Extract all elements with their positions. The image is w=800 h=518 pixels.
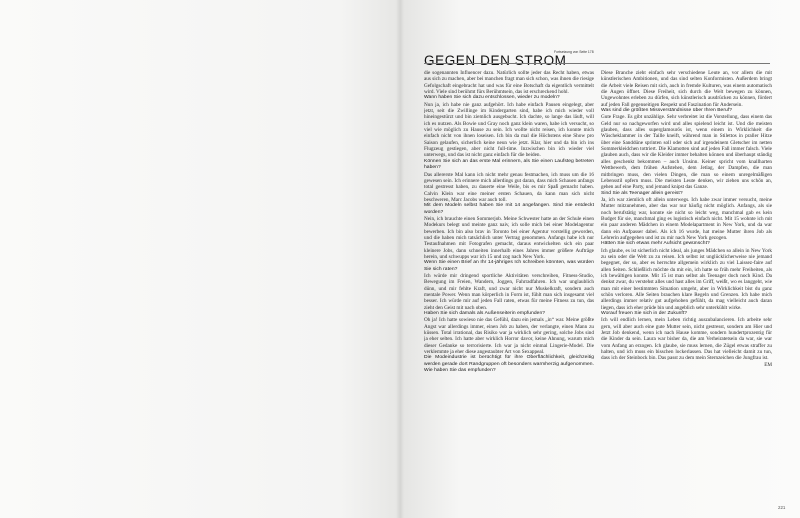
interview-answer: Nun ja, ich habe nie ganz aufgehört. Ich habe einfach Pausen eingelegt, aber jetzt, seit die Zwillinge im Kindergarten sind, habe ich mich wieder voll hineingestürzt und bin ziemlich ausgebucht. Ich dachte, so lange das läuft, will ich es nutzen. Als Bowie und Gray noch ganz klein waren, habe ich versucht, so viel wie möglich zu Hause zu sein. Ich wollte nicht reisen, ich konnte mich einfach nicht von ihnen loseisen. Ich bin da mal die Höchstens eine Show pro Saison gelaufen, sicherlich keine neun wie jetzt. Klar, hier und da bin ich ins Flugzeug gestiegen, aber nicht full-time. Inzwischen bin ich wieder viel unterwegs, und das ist nicht ganz einfach für die beiden. <box>424 101 594 159</box>
interview-question: Sind Sie als Teenager allein gereist? <box>601 190 683 196</box>
interview-question: Können Sie sich an das erste Mal erinnern, als Sie einen Laufsteg betreten haben? <box>424 158 594 171</box>
author-initials: EM <box>764 361 772 368</box>
continuation-note: Fortsetzung von Seite 178 <box>554 50 594 54</box>
interview-answer: Nein, ich brauchte einen Sommerjob. Meine Schwester hatte an der Schule einen Modekurs belegt und meinte ganz naiv, ich solle mich bei einer Modelagentur bewerben. Ich bin also brav in Toronto bei einer Agentur vorstellig geworden, und die haben mich tatsächlich unter Vertrag genommen. Anfangs habe ich nur Testaufnahmen mit Fotografen gemacht, daraus entwickelten sich ein paar kleinere Jobs, dann schneiten innerhalb eines Jahres immer größere Aufträge herein, und schwupps war ich 15 und zog nach New York. <box>424 215 594 260</box>
interview-answer: Gute Frage. Es gibt unzählige. Sehr verbreitet ist die Vorstellung, dass einem das Geld nur so nachgeworfen wird und alles spielend leicht ist. Und die meisten glauben, dass alles superglamourös ist, wenn einem in Wirklichkeit die Wäscheklammer in der Taille kneift, während man in Stilettos in praller Hitze über eine Sanddüne sprinten soll oder sich auf irgendeinem Gletscher im netten Sommerkleidchen tottriert. Die Klamotten sind auf jeden Fall immer falsch. Viele glauben auch, dass wir die Kleider immer behalten können und überhaupt ständig alles geschenkt bekommen – auch Unsinn. Keiner spricht vom knallharten Wettbewerb, dem frühen Aufstehen, dem Jetlag, der Dampfen, die man mitbringen muss, den vielen Dingen, die man so einem unregelmäßigen Lebensstil opfern muss. Die meisten Leute denken, wir ziehen uns schön an, gehen auf eine Party, und jemand knipst das Ganze. <box>601 114 772 191</box>
interview-answer: Ja, ich war ziemlich oft allein unterwegs. Ich habe zwar immer versucht, meine Mutter mitzunehmen, aber das war nur häufig nicht möglich. Anfangs, als sie noch berufstätig war, konnte sie nicht so leicht weg, manchmal gab es kein Budget für sie, manchmal ging es logistisch einfach nicht. Mit 15 wohnte ich mit ein paar anderen Mädchen in einem Modelapartment in New York, und da war dann ein Aufpasser dabei. Als ich 16 wurde, hat meine Mutter ihren Job als Lehrerin aufgegeben und ist zu mir nach New York gezogen. <box>601 196 772 241</box>
article-column-right <box>601 70 772 510</box>
article-title: GEGEN DEN STROM <box>424 53 567 69</box>
interview-question: Mit dem Modeln selbst haben Sie mit 14 angefangen. Sind Sie entdeckt worden? <box>424 203 594 215</box>
interview-question: Die Modeindustrie ist berüchtigt für ihre Oberflächlichkeit, gleichzeitig werden gerade dort Randgruppen oft besonders warmherzig aufgenommen. Wie haben Sie das empfunden? <box>424 355 594 374</box>
title-divider <box>424 63 770 64</box>
interview-answer: die sogenannten Influencer dazu. Natürlich sollte jeder das Recht haben, etwas aus sich zu machen, aber bei manchen fragt man sich schon, was ihnen die riesige Gefolgschaft eingebracht hat und was für eine Botschaft da eigentlich vermittelt wird. Viele sind berühmt fürs Berühmtsein, das ist erschreckend hohl. <box>424 70 594 96</box>
interview-answer: Ich will endlich lernen, mein Leben richtig auszubalancieren. Ich arbeite sehr gern, will aber auch eine gute Mutter sein, nicht gestresst, sondern am Hier und Jetzt Job denkend, wenn ich nach Hause komme, sondern hundertprozentig für die Kinder da sein. Laura war bisher da, die am Verheiratetsein da war, sie war vom Anfang an erzogen. Ich glaube, sie muss lernen, die Zügel etwas straffer zu halten, und ich muss ein bisschen lockerlassen. Das hat vielleicht damit zu tun, dass ich der Steinbock bin. Das passt zu dem mein Sternzeichen die Jungfrau ist. <box>601 317 772 362</box>
interview-answer: Das allererste Mal kann ich nicht mehr genau festmachen, ich muss um die 16 gewesen sein. Ich erinnere mich allerdings gut daran, dass mich Schauen anfangs total gestresst haben, zu dauerte eine Weile, bis es mir Spaß gemacht haben. Calvin Klein war eine meiner ersten Schauen, da kann man sich nicht beschweren, Marc Jacobs war auch toll. <box>424 171 594 203</box>
book-gutter-shadow <box>396 0 404 518</box>
interview-question: Wann haben Sie sich dazu entschlossen, wieder zu modeln? <box>424 95 560 101</box>
interview-question: Worauf freuen Sie sich in der Zukunft? <box>601 311 688 317</box>
interview-question: Hätten Sie sich etwas mehr Aufsicht gewünscht? <box>601 241 710 247</box>
interview-answer: Ich würde mir dringend sportliche Aktivitäten verschreiben, Fitness-Studio, Bewegung im Freien, Wandern, Joggen, Fahrradfahren. Ich war unglaublich dünn, und mir fehlte Kraft, und zwar nicht nur Muskelkraft, sondern auch mentale Power. Wenn man körperlich in Form ist, fühlt man sich insgesamt viel besser. Ich würde mir auf jeden Fall raten, etwas für meine Fitness zu tun, das zieht den Geist mit nach oben. <box>424 273 594 311</box>
page-number: 221 <box>778 505 786 510</box>
article-column-left <box>424 70 594 510</box>
interview-question: Haben Sie sich damals als Außenseiterin empfunden? <box>424 311 546 317</box>
interview-answer: Diese Branche zieht einfach sehr verschiedene Leute an, vor allem die mit künstlerischen Ambitionen, und das sind selten Konformisten. Außerdem bringt die Arbeit viele Reisen mit sich, auch in fremde Kulturen, was einem automatisch die Augen öffnet. Diese Freiheit, sich durch die Welt bewegen zu können, Ungewohntes erleben zu dürfen, sich künstlerisch ausdrücken zu können, fördert auf jeden Fall gegenseitigen Respekt und Faszination für Andersein. <box>601 70 772 108</box>
interview-question: Wenn Sie einen Brief an Ihr 14-jähriges Ich schreiben könnten, was würden Sie sich raten? <box>424 260 594 272</box>
interview-question: Was sind die größten Missverständnisse über Ihren Beruf? <box>601 108 733 114</box>
interview-answer: Ich glaube, es ist sicherlich nicht ideal, als junges Mädchen so allein in New York zu sein oder die Welt zu zu reisen. Ich selbst ist unglücklicherweise nie jemand begegnet, der so, aber es herrschte allgemein wirklich zu viel Laissez-faire auf allen Seiten. Schließlich möchte du mit ein, ich hatte so früh mehr Freiheiten, als ich bewältigen konnte. Mit 15 ist man selbst als Teenager doch noch Kind. Da denkst zwar, du verstehst alles und hast alles im Griff, weißt, wo es langgeht, wie man mit einer bestimmten Situation umgeht, aber in Wirklichkeit bist du ganz schön verloren. Alle Seiten brauchen klare Regeln und Grenzen. Ich habe mich allerdings immer relativ gut aufgehoben gefühlt, da mag vielleicht auch daran liegen, dass ich eher prüde bin und angeblich sehr unterkühlt wirke. <box>601 247 772 311</box>
interview-answer: Oh ja! Ich hatte sowieso nie das Gefühl, dazu ein jemals „in“ war. Meine größte Angst war allerdings immer, einen Job zu haben, der verlangte, einen Mann zu küssen. Total irrational, das Risiko war ja wirklich sehr gering, solche Jobs sind ja eher selten. Ich hatte aber wirklich Horror davor, keine Ahnung, warum mich dieser Gedanke so terrorisierte. Ich war ja nicht einmal Lingerie-Model. Die verklemmte ja eher diese angestaubter Art von Sexappeal. <box>424 317 594 356</box>
